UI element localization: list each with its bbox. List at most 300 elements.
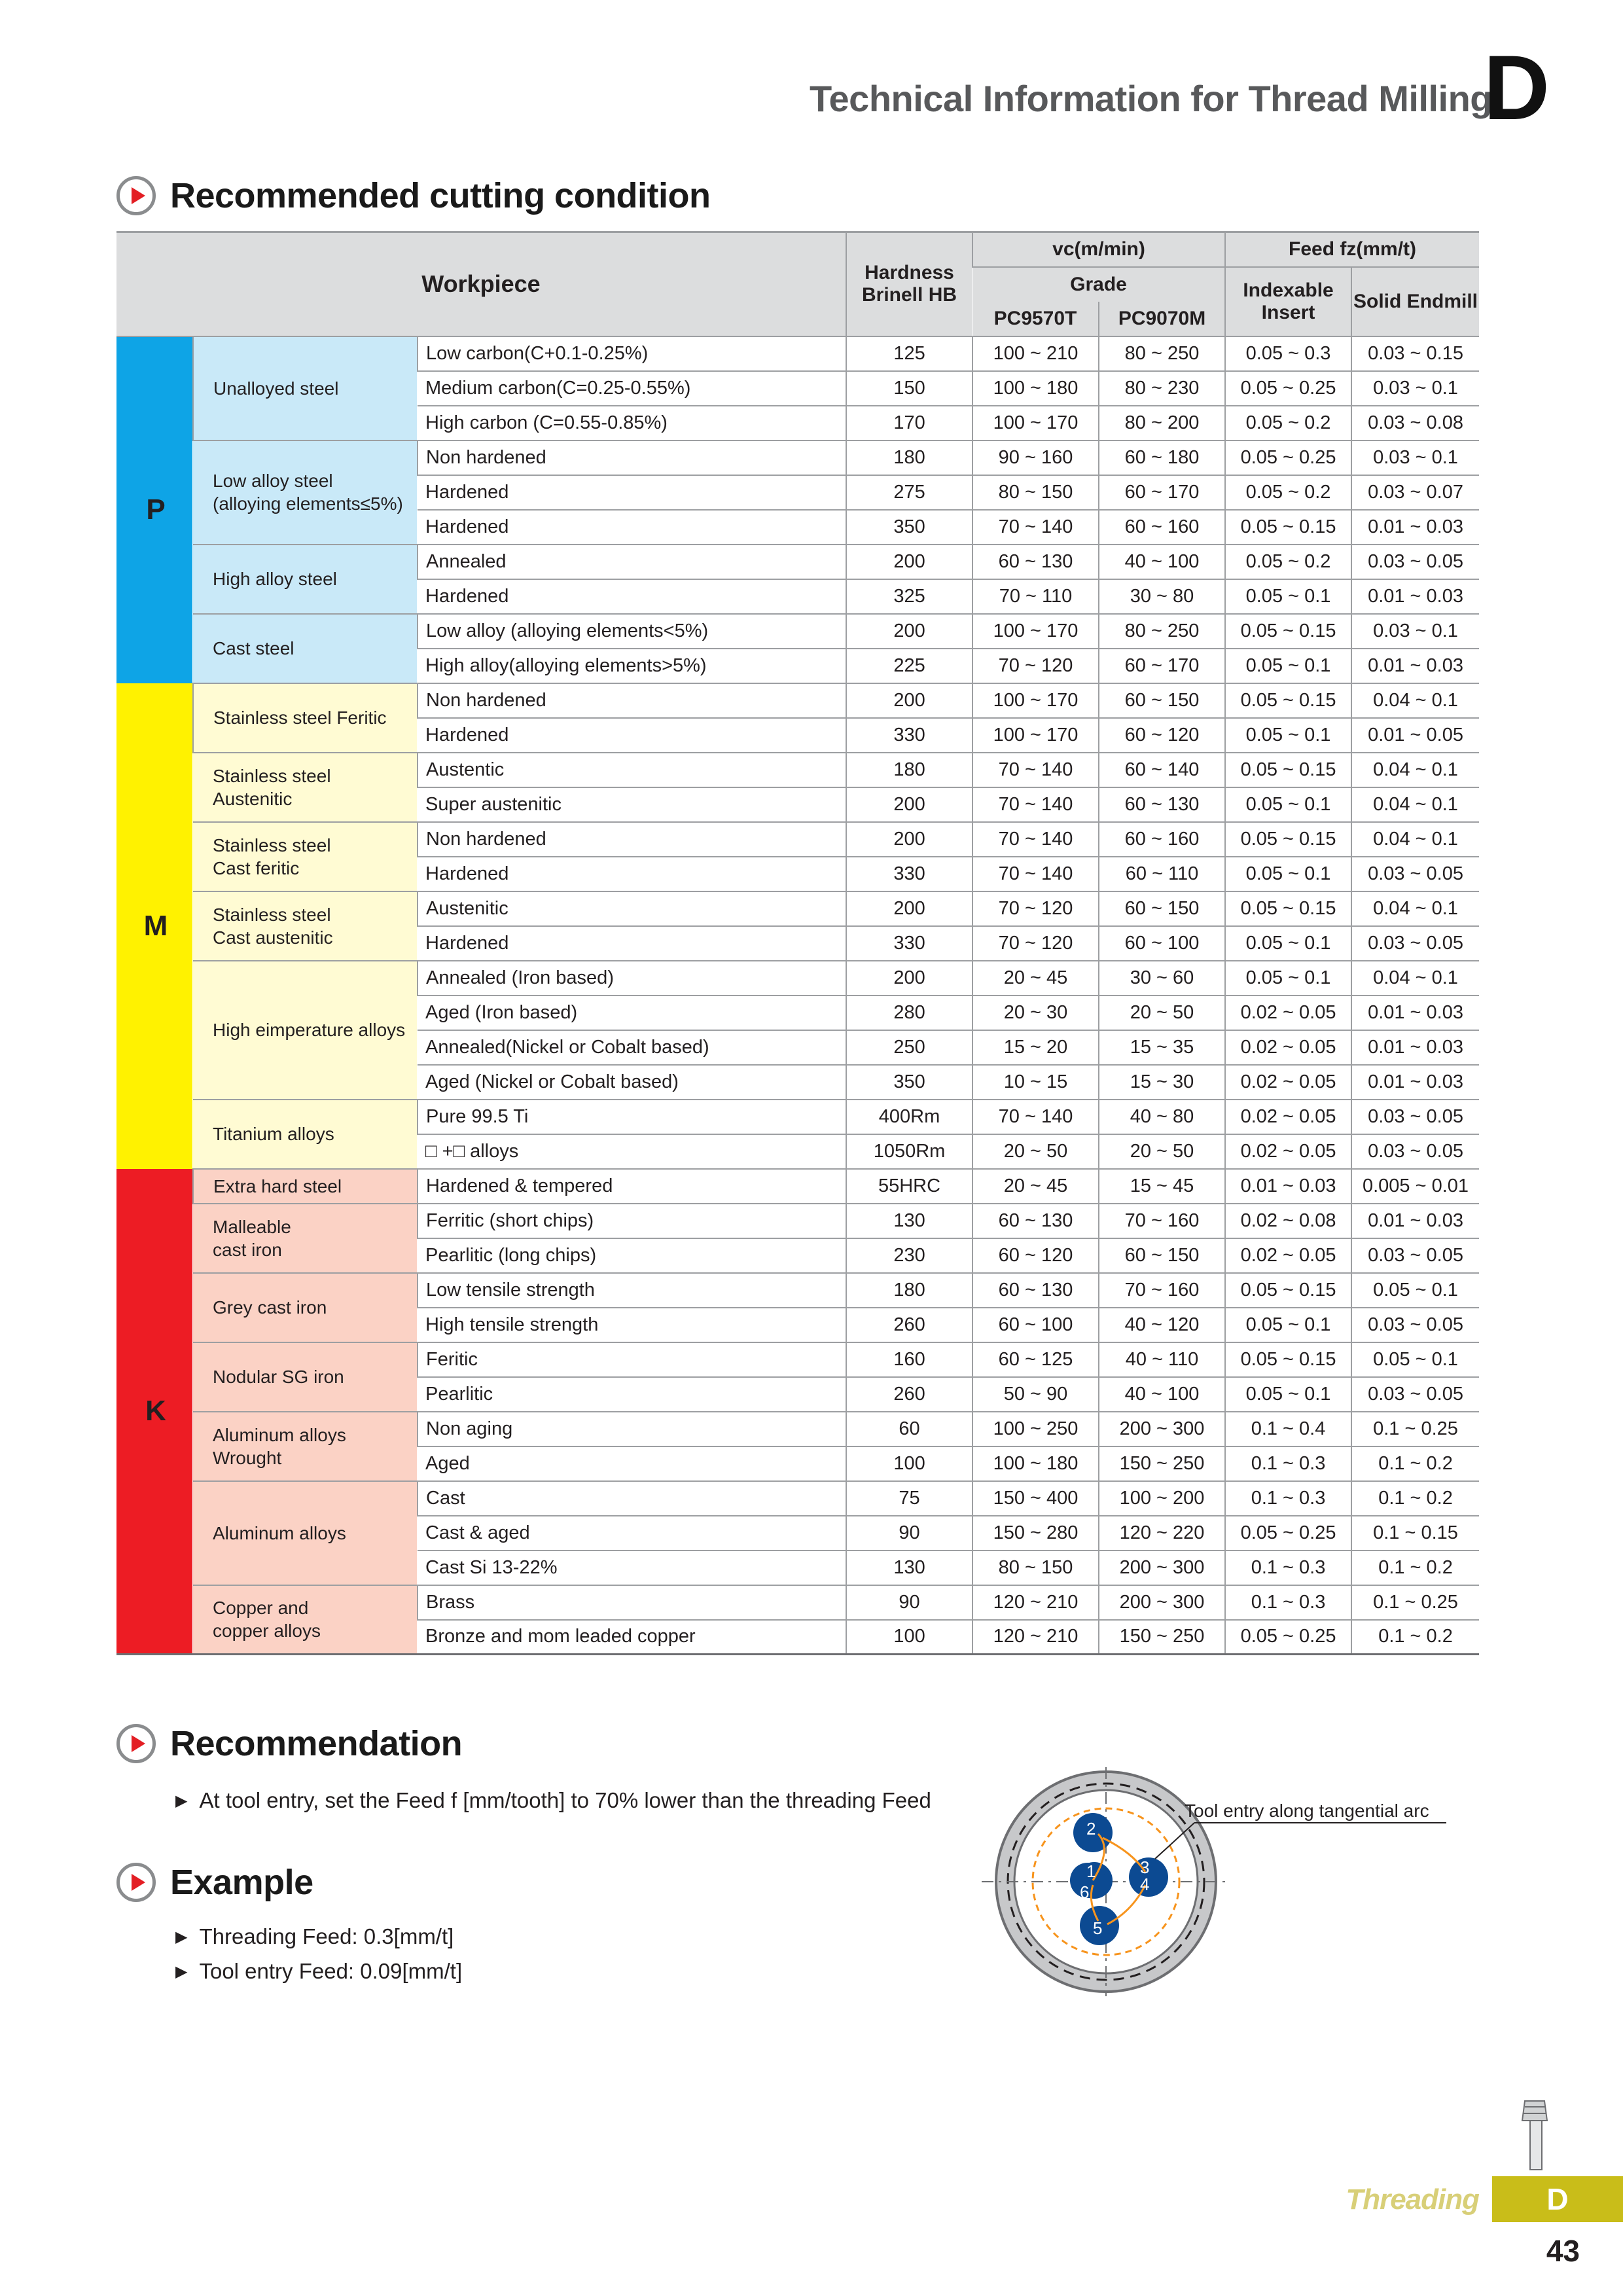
vc-pc9070m: 60 ~ 150	[1099, 891, 1225, 926]
material-category: High alloy steel	[193, 545, 418, 614]
feed-indexable-insert: 0.05 ~ 0.15	[1225, 510, 1351, 545]
hardness-value: 400Rm	[846, 1100, 972, 1134]
hardness-value: 350	[846, 1065, 972, 1100]
table-row	[116, 545, 1479, 579]
page-number: 43	[1546, 2234, 1580, 2268]
feed-solid-endmill: 0.03 ~ 0.15	[1351, 336, 1479, 371]
hardness-value: 200	[846, 891, 972, 926]
hardness-value: 100	[846, 1446, 972, 1481]
workpiece-condition: Bronze and mom leaded copper	[418, 1620, 846, 1655]
feed-solid-endmill: 0.03 ~ 0.05	[1351, 1100, 1479, 1134]
feed-indexable-insert: 0.05 ~ 0.2	[1225, 545, 1351, 579]
vc-pc9070m: 60 ~ 170	[1099, 475, 1225, 510]
vc-pc9070m: 20 ~ 50	[1099, 996, 1225, 1030]
vc-pc9570t: 80 ~ 150	[972, 1551, 1099, 1585]
vc-pc9070m: 200 ~ 300	[1099, 1585, 1225, 1620]
hardness-value: 100	[846, 1620, 972, 1655]
workpiece-condition: Feritic	[418, 1342, 846, 1377]
feed-indexable-insert: 0.05 ~ 0.15	[1225, 753, 1351, 787]
table-row	[116, 1100, 1479, 1134]
feed-indexable-insert: 0.05 ~ 0.2	[1225, 475, 1351, 510]
table-row	[116, 1342, 1479, 1377]
vc-pc9070m: 60 ~ 150	[1099, 1238, 1225, 1273]
material-group-code: K	[116, 1169, 193, 1655]
feed-solid-endmill: 0.1 ~ 0.2	[1351, 1551, 1479, 1585]
vc-pc9570t: 20 ~ 45	[972, 961, 1099, 996]
hardness-value: 260	[846, 1377, 972, 1412]
hardness-value: 275	[846, 475, 972, 510]
play-bullet-icon	[116, 176, 156, 215]
feed-solid-endmill: 0.1 ~ 0.2	[1351, 1481, 1479, 1516]
vc-pc9070m: 15 ~ 35	[1099, 1030, 1225, 1065]
vc-pc9570t: 60 ~ 130	[972, 1273, 1099, 1308]
header-grade: Grade	[972, 267, 1225, 302]
feed-indexable-insert: 0.05 ~ 0.1	[1225, 961, 1351, 996]
workpiece-condition: Hardened	[418, 510, 846, 545]
section-title: Example	[170, 1863, 313, 1902]
table-row	[116, 683, 1479, 718]
workpiece-condition: Hardened & tempered	[418, 1169, 846, 1204]
feed-indexable-insert: 0.05 ~ 0.1	[1225, 579, 1351, 614]
feed-indexable-insert: 0.02 ~ 0.05	[1225, 1238, 1351, 1273]
tool-entry-diagram	[936, 1761, 1472, 1996]
table-row	[116, 891, 1479, 926]
vc-pc9570t: 150 ~ 280	[972, 1516, 1099, 1551]
hardness-value: 200	[846, 787, 972, 822]
workpiece-condition: Austenitic	[418, 891, 846, 926]
vc-pc9570t: 70 ~ 120	[972, 649, 1099, 683]
feed-indexable-insert: 0.02 ~ 0.05	[1225, 1100, 1351, 1134]
hardness-value: 1050Rm	[846, 1134, 972, 1169]
vc-pc9070m: 200 ~ 300	[1099, 1551, 1225, 1585]
vc-pc9570t: 100 ~ 250	[972, 1412, 1099, 1446]
workpiece-condition: Hardened	[418, 579, 846, 614]
vc-pc9070m: 60 ~ 100	[1099, 926, 1225, 961]
hardness-value: 260	[846, 1308, 972, 1342]
feed-solid-endmill: 0.01 ~ 0.03	[1351, 579, 1479, 614]
feed-solid-endmill: 0.04 ~ 0.1	[1351, 683, 1479, 718]
recommendation-text: At tool entry, set the Feed f [mm/tooth] to 70% lower than the threading Feed	[199, 1788, 931, 1812]
table-row	[116, 822, 1479, 857]
table-row	[116, 1204, 1479, 1238]
feed-indexable-insert: 0.05 ~ 0.15	[1225, 1273, 1351, 1308]
workpiece-condition: High tensile strength	[418, 1308, 846, 1342]
feed-solid-endmill: 0.04 ~ 0.1	[1351, 822, 1479, 857]
table-row	[116, 753, 1479, 787]
table-row	[116, 440, 1479, 475]
step-number: 2	[1086, 1819, 1096, 1839]
table-row	[116, 336, 1479, 371]
vc-pc9570t: 60 ~ 120	[972, 1238, 1099, 1273]
hardness-value: 330	[846, 857, 972, 891]
material-category: Aluminum alloys Wrought	[193, 1412, 418, 1481]
feed-solid-endmill: 0.04 ~ 0.1	[1351, 787, 1479, 822]
feed-indexable-insert: 0.1 ~ 0.4	[1225, 1412, 1351, 1446]
diagram-label: Tool entry along tangential arc	[1185, 1801, 1429, 1821]
header-grade-pc9070m: PC9070M	[1099, 302, 1225, 336]
hardness-value: 90	[846, 1516, 972, 1551]
feed-solid-endmill: 0.03 ~ 0.1	[1351, 440, 1479, 475]
workpiece-condition: Non aging	[418, 1412, 846, 1446]
hardness-value: 170	[846, 406, 972, 440]
vc-pc9070m: 70 ~ 160	[1099, 1273, 1225, 1308]
hardness-value: 60	[846, 1412, 972, 1446]
example-line	[175, 1959, 462, 1984]
hardness-value: 330	[846, 718, 972, 753]
workpiece-condition: Annealed	[418, 545, 846, 579]
vc-pc9070m: 40 ~ 120	[1099, 1308, 1225, 1342]
vc-pc9070m: 80 ~ 250	[1099, 614, 1225, 649]
feed-solid-endmill: 0.01 ~ 0.05	[1351, 718, 1479, 753]
cutting-condition-table	[116, 231, 1479, 1655]
material-category: Titanium alloys	[193, 1100, 418, 1169]
workpiece-condition: Non hardened	[418, 822, 846, 857]
vc-pc9070m: 60 ~ 140	[1099, 753, 1225, 787]
footer-section-tab: D	[1492, 2176, 1623, 2222]
material-category: Copper and copper alloys	[193, 1585, 418, 1655]
example-text: Threading Feed: 0.3[mm/t]	[199, 1924, 454, 1948]
hardness-value: 130	[846, 1204, 972, 1238]
vc-pc9070m: 60 ~ 170	[1099, 649, 1225, 683]
header-grade-pc9570t: PC9570T	[972, 302, 1099, 336]
vc-pc9570t: 50 ~ 90	[972, 1377, 1099, 1412]
vc-pc9570t: 100 ~ 170	[972, 683, 1099, 718]
workpiece-condition: Non hardened	[418, 683, 846, 718]
feed-solid-endmill: 0.03 ~ 0.08	[1351, 406, 1479, 440]
vc-pc9070m: 60 ~ 180	[1099, 440, 1225, 475]
table-row	[116, 961, 1479, 996]
triangle-bullet-icon: ▶	[175, 1962, 188, 1981]
vc-pc9570t: 20 ~ 45	[972, 1169, 1099, 1204]
vc-pc9070m: 60 ~ 120	[1099, 718, 1225, 753]
section-recommendation	[116, 1723, 462, 1764]
vc-pc9070m: 80 ~ 230	[1099, 371, 1225, 406]
workpiece-condition: Medium carbon(C=0.25-0.55%)	[418, 371, 846, 406]
feed-indexable-insert: 0.05 ~ 0.15	[1225, 1342, 1351, 1377]
table-row	[116, 1481, 1479, 1516]
example-text: Tool entry Feed: 0.09[mm/t]	[199, 1959, 463, 1983]
vc-pc9570t: 20 ~ 30	[972, 996, 1099, 1030]
triangle-bullet-icon: ▶	[175, 1928, 188, 1946]
hardness-value: 200	[846, 683, 972, 718]
feed-indexable-insert: 0.1 ~ 0.3	[1225, 1481, 1351, 1516]
feed-solid-endmill: 0.1 ~ 0.15	[1351, 1516, 1479, 1551]
feed-solid-endmill: 0.03 ~ 0.05	[1351, 1377, 1479, 1412]
workpiece-condition: High alloy(alloying elements>5%)	[418, 649, 846, 683]
hardness-value: 200	[846, 545, 972, 579]
vc-pc9570t: 15 ~ 20	[972, 1030, 1099, 1065]
feed-indexable-insert: 0.05 ~ 0.25	[1225, 371, 1351, 406]
hardness-value: 200	[846, 961, 972, 996]
hardness-value: 230	[846, 1238, 972, 1273]
feed-solid-endmill: 0.04 ~ 0.1	[1351, 891, 1479, 926]
vc-pc9570t: 70 ~ 120	[972, 926, 1099, 961]
feed-solid-endmill: 0.03 ~ 0.05	[1351, 545, 1479, 579]
material-category: Stainless steel Cast austenitic	[193, 891, 418, 961]
hardness-value: 250	[846, 1030, 972, 1065]
vc-pc9570t: 70 ~ 140	[972, 822, 1099, 857]
workpiece-condition: Super austenitic	[418, 787, 846, 822]
vc-pc9570t: 60 ~ 130	[972, 545, 1099, 579]
feed-solid-endmill: 0.01 ~ 0.03	[1351, 510, 1479, 545]
vc-pc9070m: 100 ~ 200	[1099, 1481, 1225, 1516]
step-number: 5	[1093, 1918, 1103, 1938]
vc-pc9570t: 100 ~ 170	[972, 406, 1099, 440]
vc-pc9070m: 60 ~ 160	[1099, 822, 1225, 857]
feed-indexable-insert: 0.02 ~ 0.05	[1225, 1065, 1351, 1100]
workpiece-condition: Annealed (Iron based)	[418, 961, 846, 996]
hardness-value: 330	[846, 926, 972, 961]
feed-solid-endmill: 0.01 ~ 0.03	[1351, 649, 1479, 683]
feed-solid-endmill: 0.05 ~ 0.1	[1351, 1273, 1479, 1308]
material-category: Grey cast iron	[193, 1273, 418, 1342]
workpiece-condition: Cast & aged	[418, 1516, 846, 1551]
workpiece-condition: Annealed(Nickel or Cobalt based)	[418, 1030, 846, 1065]
workpiece-condition: Cast Si 13-22%	[418, 1551, 846, 1585]
play-bullet-icon	[116, 1863, 156, 1902]
footer-section-word: Threading	[1346, 2183, 1479, 2215]
vc-pc9070m: 70 ~ 160	[1099, 1204, 1225, 1238]
material-category: Extra hard steel	[193, 1169, 418, 1204]
workpiece-condition: Aged (Iron based)	[418, 996, 846, 1030]
workpiece-condition: Brass	[418, 1585, 846, 1620]
vc-pc9570t: 70 ~ 140	[972, 857, 1099, 891]
material-category: High eimperature alloys	[193, 961, 418, 1100]
section-title: Recommended cutting condition	[170, 176, 711, 215]
feed-indexable-insert: 0.05 ~ 0.1	[1225, 718, 1351, 753]
feed-indexable-insert: 0.05 ~ 0.15	[1225, 822, 1351, 857]
hardness-value: 350	[846, 510, 972, 545]
section-example	[116, 1862, 313, 1903]
vc-pc9070m: 80 ~ 200	[1099, 406, 1225, 440]
vc-pc9570t: 80 ~ 150	[972, 475, 1099, 510]
step-number: 6	[1080, 1882, 1090, 1902]
workpiece-condition: Hardened	[418, 718, 846, 753]
feed-indexable-insert: 0.05 ~ 0.2	[1225, 406, 1351, 440]
vc-pc9070m: 150 ~ 250	[1099, 1620, 1225, 1655]
hardness-value: 180	[846, 1273, 972, 1308]
example-line	[175, 1924, 454, 1949]
feed-solid-endmill: 0.01 ~ 0.03	[1351, 996, 1479, 1030]
vc-pc9070m: 200 ~ 300	[1099, 1412, 1225, 1446]
feed-solid-endmill: 0.03 ~ 0.05	[1351, 1308, 1479, 1342]
recommendation-line	[175, 1788, 931, 1813]
feed-indexable-insert: 0.05 ~ 0.1	[1225, 1308, 1351, 1342]
feed-indexable-insert: 0.02 ~ 0.08	[1225, 1204, 1351, 1238]
vc-pc9570t: 100 ~ 180	[972, 371, 1099, 406]
feed-solid-endmill: 0.1 ~ 0.2	[1351, 1446, 1479, 1481]
vc-pc9070m: 15 ~ 30	[1099, 1065, 1225, 1100]
material-group-code: P	[116, 336, 193, 683]
vc-pc9070m: 60 ~ 150	[1099, 683, 1225, 718]
thread-mill-tool-icon	[1505, 2098, 1564, 2173]
hardness-value: 55HRC	[846, 1169, 972, 1204]
hardness-value: 180	[846, 440, 972, 475]
vc-pc9070m: 40 ~ 100	[1099, 545, 1225, 579]
feed-indexable-insert: 0.02 ~ 0.05	[1225, 1134, 1351, 1169]
material-category: Unalloyed steel	[193, 336, 418, 440]
feed-solid-endmill: 0.04 ~ 0.1	[1351, 753, 1479, 787]
vc-pc9570t: 70 ~ 110	[972, 579, 1099, 614]
feed-solid-endmill: 0.01 ~ 0.03	[1351, 1065, 1479, 1100]
feed-indexable-insert: 0.05 ~ 0.25	[1225, 440, 1351, 475]
workpiece-condition: Pearlitic (long chips)	[418, 1238, 846, 1273]
header-solid-endmill: Solid Endmill	[1351, 267, 1479, 336]
feed-solid-endmill: 0.1 ~ 0.2	[1351, 1620, 1479, 1655]
vc-pc9070m: 40 ~ 110	[1099, 1342, 1225, 1377]
hardness-value: 200	[846, 822, 972, 857]
workpiece-condition: Hardened	[418, 475, 846, 510]
material-category: Cast steel	[193, 614, 418, 683]
material-category: Stainless steel Austenitic	[193, 753, 418, 822]
hardness-value: 280	[846, 996, 972, 1030]
step-number: 4	[1140, 1874, 1150, 1894]
workpiece-condition: Cast	[418, 1481, 846, 1516]
workpiece-condition: Ferritic (short chips)	[418, 1204, 846, 1238]
hardness-value: 90	[846, 1585, 972, 1620]
feed-indexable-insert: 0.05 ~ 0.25	[1225, 1620, 1351, 1655]
feed-solid-endmill: 0.03 ~ 0.05	[1351, 857, 1479, 891]
feed-solid-endmill: 0.03 ~ 0.05	[1351, 1134, 1479, 1169]
vc-pc9070m: 60 ~ 130	[1099, 787, 1225, 822]
feed-solid-endmill: 0.005 ~ 0.01	[1351, 1169, 1479, 1204]
triangle-bullet-icon: ▶	[175, 1791, 188, 1810]
vc-pc9570t: 70 ~ 140	[972, 753, 1099, 787]
material-category: Nodular SG iron	[193, 1342, 418, 1412]
workpiece-condition: Low tensile strength	[418, 1273, 846, 1308]
chapter-letter: D	[1483, 36, 1550, 139]
workpiece-condition: Non hardened	[418, 440, 846, 475]
material-category: Low alloy steel (alloying elements≤5%)	[193, 440, 418, 545]
feed-solid-endmill: 0.01 ~ 0.03	[1351, 1204, 1479, 1238]
feed-indexable-insert: 0.02 ~ 0.05	[1225, 996, 1351, 1030]
feed-indexable-insert: 0.05 ~ 0.3	[1225, 336, 1351, 371]
feed-solid-endmill: 0.03 ~ 0.05	[1351, 1238, 1479, 1273]
hardness-value: 225	[846, 649, 972, 683]
feed-solid-endmill: 0.05 ~ 0.1	[1351, 1342, 1479, 1377]
feed-indexable-insert: 0.05 ~ 0.15	[1225, 891, 1351, 926]
vc-pc9570t: 100 ~ 170	[972, 718, 1099, 753]
feed-solid-endmill: 0.1 ~ 0.25	[1351, 1412, 1479, 1446]
vc-pc9070m: 120 ~ 220	[1099, 1516, 1225, 1551]
vc-pc9570t: 100 ~ 210	[972, 336, 1099, 371]
workpiece-condition: Pure 99.5 Ti	[418, 1100, 846, 1134]
header-feed: Feed fz(mm/t)	[1225, 232, 1479, 267]
hardness-value: 150	[846, 371, 972, 406]
feed-solid-endmill: 0.03 ~ 0.05	[1351, 926, 1479, 961]
workpiece-condition: Pearlitic	[418, 1377, 846, 1412]
workpiece-condition: Low alloy (alloying elements<5%)	[418, 614, 846, 649]
hardness-value: 200	[846, 614, 972, 649]
vc-pc9570t: 10 ~ 15	[972, 1065, 1099, 1100]
hardness-value: 180	[846, 753, 972, 787]
hardness-value: 160	[846, 1342, 972, 1377]
vc-pc9570t: 20 ~ 50	[972, 1134, 1099, 1169]
step-number: 1	[1086, 1861, 1096, 1881]
vc-pc9570t: 150 ~ 400	[972, 1481, 1099, 1516]
vc-pc9070m: 30 ~ 80	[1099, 579, 1225, 614]
table-row	[116, 1273, 1479, 1308]
workpiece-condition: Aged (Nickel or Cobalt based)	[418, 1065, 846, 1100]
vc-pc9570t: 60 ~ 130	[972, 1204, 1099, 1238]
table-row	[116, 1169, 1479, 1204]
feed-solid-endmill: 0.1 ~ 0.25	[1351, 1585, 1479, 1620]
table-row	[116, 1412, 1479, 1446]
feed-indexable-insert: 0.05 ~ 0.1	[1225, 926, 1351, 961]
feed-solid-endmill: 0.03 ~ 0.1	[1351, 371, 1479, 406]
workpiece-condition: Hardened	[418, 926, 846, 961]
vc-pc9570t: 120 ~ 210	[972, 1620, 1099, 1655]
vc-pc9570t: 70 ~ 120	[972, 891, 1099, 926]
feed-indexable-insert: 0.05 ~ 0.15	[1225, 614, 1351, 649]
header-workpiece: Workpiece	[116, 232, 846, 336]
vc-pc9570t: 120 ~ 210	[972, 1585, 1099, 1620]
feed-indexable-insert: 0.02 ~ 0.05	[1225, 1030, 1351, 1065]
page-header-title: Technical Information for Thread Milling	[809, 78, 1492, 119]
vc-pc9070m: 80 ~ 250	[1099, 336, 1225, 371]
feed-indexable-insert: 0.05 ~ 0.1	[1225, 649, 1351, 683]
section-cutting-condition	[116, 175, 711, 216]
vc-pc9070m: 60 ~ 160	[1099, 510, 1225, 545]
hardness-value: 325	[846, 579, 972, 614]
vc-pc9570t: 70 ~ 140	[972, 510, 1099, 545]
vc-pc9570t: 70 ~ 140	[972, 1100, 1099, 1134]
vc-pc9070m: 20 ~ 50	[1099, 1134, 1225, 1169]
vc-pc9070m: 15 ~ 45	[1099, 1169, 1225, 1204]
workpiece-condition: Aged	[418, 1446, 846, 1481]
vc-pc9570t: 100 ~ 180	[972, 1446, 1099, 1481]
feed-indexable-insert: 0.1 ~ 0.3	[1225, 1446, 1351, 1481]
material-category: Malleable cast iron	[193, 1204, 418, 1273]
vc-pc9570t: 70 ~ 140	[972, 787, 1099, 822]
header-hardness: Hardness Brinell HB	[846, 232, 972, 336]
header-vc: vc(m/min)	[972, 232, 1225, 267]
feed-solid-endmill: 0.01 ~ 0.03	[1351, 1030, 1479, 1065]
vc-pc9570t: 90 ~ 160	[972, 440, 1099, 475]
vc-pc9570t: 60 ~ 125	[972, 1342, 1099, 1377]
workpiece-condition: Low carbon(C+0.1-0.25%)	[418, 336, 846, 371]
workpiece-condition: Austentic	[418, 753, 846, 787]
feed-indexable-insert: 0.1 ~ 0.3	[1225, 1551, 1351, 1585]
workpiece-condition: High carbon (C=0.55-0.85%)	[418, 406, 846, 440]
feed-solid-endmill: 0.03 ~ 0.1	[1351, 614, 1479, 649]
hardness-value: 125	[846, 336, 972, 371]
vc-pc9570t: 60 ~ 100	[972, 1308, 1099, 1342]
feed-indexable-insert: 0.05 ~ 0.1	[1225, 857, 1351, 891]
vc-pc9570t: 100 ~ 170	[972, 614, 1099, 649]
material-group-code: M	[116, 683, 193, 1169]
hardness-value: 130	[846, 1551, 972, 1585]
vc-pc9070m: 40 ~ 100	[1099, 1377, 1225, 1412]
material-category: Aluminum alloys	[193, 1481, 418, 1585]
vc-pc9070m: 40 ~ 80	[1099, 1100, 1225, 1134]
feed-indexable-insert: 0.01 ~ 0.03	[1225, 1169, 1351, 1204]
feed-solid-endmill: 0.03 ~ 0.07	[1351, 475, 1479, 510]
material-category: Stainless steel Feritic	[193, 683, 418, 753]
step-number: 3	[1140, 1857, 1150, 1877]
hardness-value: 75	[846, 1481, 972, 1516]
feed-indexable-insert: 0.05 ~ 0.1	[1225, 787, 1351, 822]
workpiece-condition: □ +□ alloys	[418, 1134, 846, 1169]
play-bullet-icon	[116, 1724, 156, 1763]
header-indexable-insert: Indexable Insert	[1225, 267, 1351, 336]
vc-pc9070m: 150 ~ 250	[1099, 1446, 1225, 1481]
section-title: Recommendation	[170, 1724, 463, 1763]
material-category: Stainless steel Cast feritic	[193, 822, 418, 891]
vc-pc9070m: 30 ~ 60	[1099, 961, 1225, 996]
feed-solid-endmill: 0.04 ~ 0.1	[1351, 961, 1479, 996]
vc-pc9070m: 60 ~ 110	[1099, 857, 1225, 891]
